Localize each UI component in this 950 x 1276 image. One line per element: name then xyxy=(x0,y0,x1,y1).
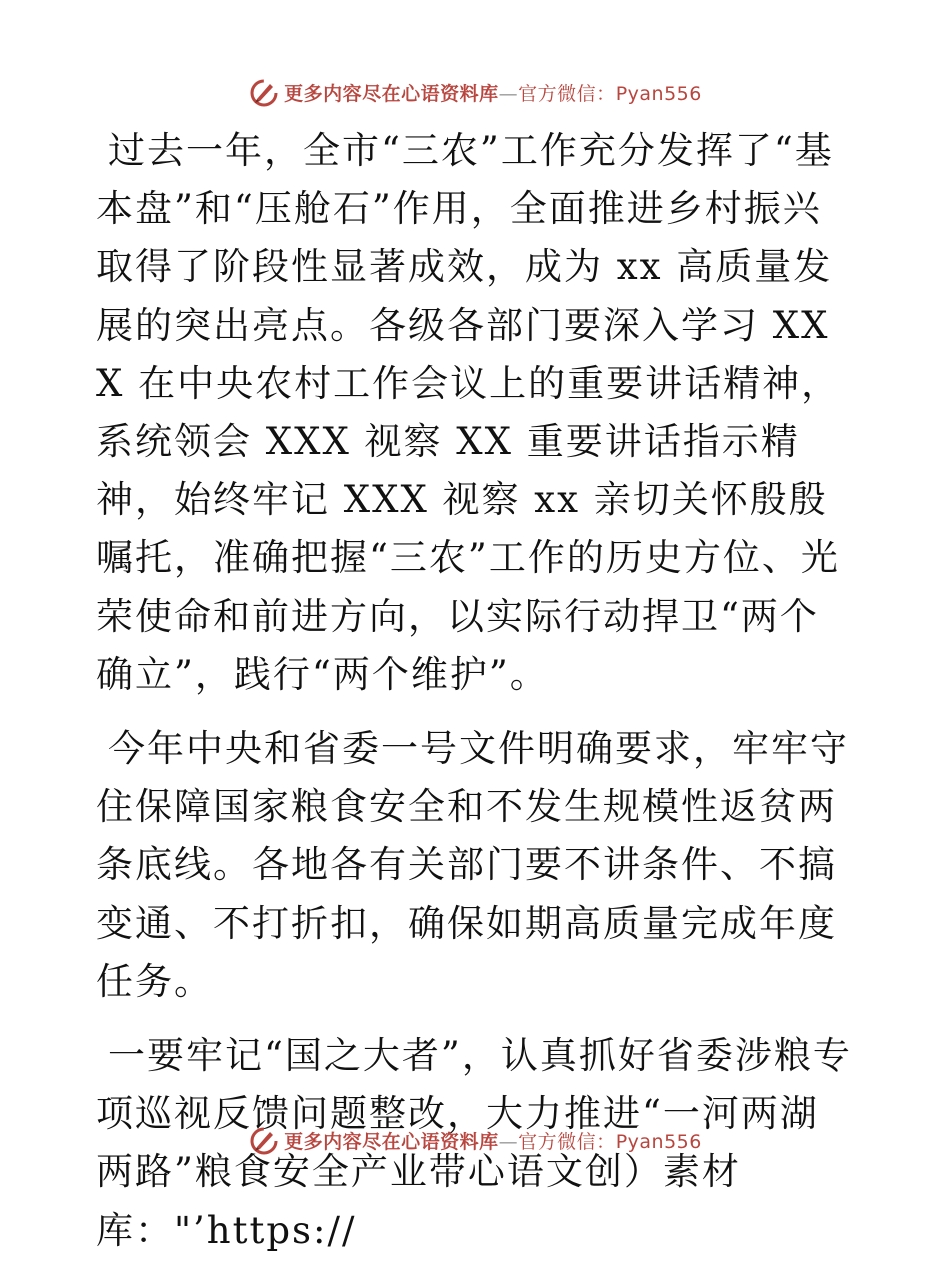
banner-wechat-label: 官方微信： xyxy=(518,1130,616,1153)
banner-brand-text: 更多内容尽在心语资料库 xyxy=(284,82,499,105)
paragraph-3: 一要牢记“国之大者”，认真抓好省委涉粮专项巡视反馈问题整改，大力推进“一河两湖两路”粮食安全产业带心语文创）素材库："’https:// xyxy=(96,1034,852,1252)
paragraph-1: 过去一年，全市“三农”工作充分发挥了“基本盘”和“压舱石”作用，全面推进乡村振兴取得了阶段性显著成效，成为 xx 高质量发展的突出亮点。各级各部门要深入学习 XXX 在中央农村工作会议上的重要讲话精神，系统领会 XXX 视察 XX 重要讲话指示精神，始终牢记 XXX 视察 xx 亲切关怀殷殷嘱托，准确把握“三农”工作的历史方位、光荣使命和前进方向，以实际行动捍卫“两个确立”，践行“两个维护”。 xyxy=(96,129,841,696)
footer-banner xyxy=(0,1120,950,1160)
document-body xyxy=(96,122,856,1276)
banner-separator: — xyxy=(498,1130,519,1153)
paragraph-2: 今年中央和省委一号文件明确要求，牢牢守住保障国家粮食安全和不发生规模性返贫两条底线。各地各有关部门要不讲条件、不搞变通、不打折扣，确保如期高质量完成年度任务。 xyxy=(96,727,849,1003)
banner-wechat-id: Pyan556 xyxy=(615,1130,702,1153)
banner-text xyxy=(284,79,702,106)
banner-wechat-label: 官方微信： xyxy=(518,82,616,105)
pen-swirl-logo-icon xyxy=(248,76,280,108)
banner-separator: — xyxy=(498,82,519,105)
banner-text xyxy=(284,1127,702,1154)
header-banner xyxy=(0,72,950,112)
banner-wechat-id: Pyan556 xyxy=(615,82,702,105)
pen-swirl-logo-icon xyxy=(248,1124,280,1156)
banner-brand-text: 更多内容尽在心语资料库 xyxy=(284,1130,499,1153)
